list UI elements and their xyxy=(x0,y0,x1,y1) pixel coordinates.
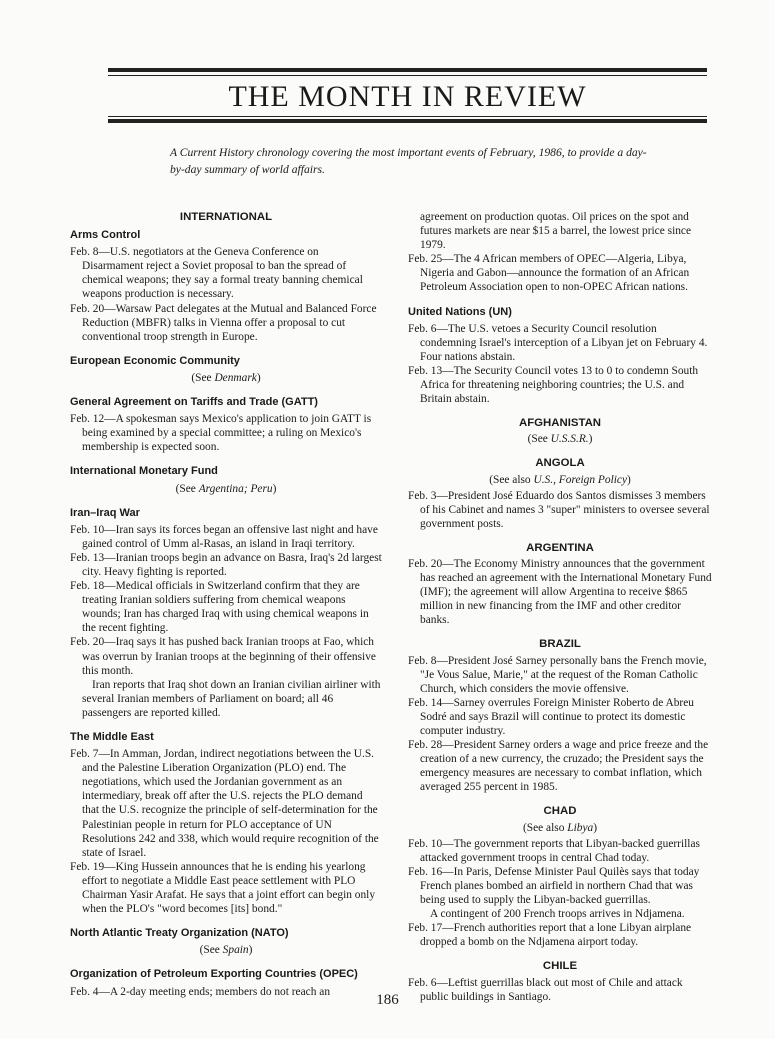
category-arms-control: Arms Control xyxy=(70,229,141,242)
list-item: Feb. 20—Iraq says it has pushed back Iranian troops at Fao, which was overrun by Iranian troops at the beginning of their offensive this month. xyxy=(70,636,376,677)
category-middle-east: The Middle East xyxy=(70,731,154,743)
cross-reference: (See also U.S., Foreign Policy) xyxy=(489,473,631,486)
category-gatt: General Agreement on Tariffs and Trade (GATT) xyxy=(70,396,318,409)
list-item: Feb. 10—The government reports that Libyan-backed guerrillas attacked government troops in central Chad today. xyxy=(408,837,700,864)
page-number: 186 xyxy=(376,992,399,1008)
section-argentina: ARGENTINA xyxy=(526,541,594,554)
list-item: Feb. 7—In Amman, Jordan, indirect negotiations between the U.S. and the Palestine Liberation Organization (PLO) end. The negotiations, which used the Jordanian government as an intermediary, break off after the U.S. rejects the PLO demand that the U.S. recognize the principle of self-determination for the Palestinian people in return for PLO acceptance of UN Resolutions 242 and 338, which would require recognition of the state of Israel. xyxy=(70,748,379,859)
right-column xyxy=(408,210,712,1004)
list-item: Feb. 16—In Paris, Defense Minister Paul Quilès says that today French planes bombed an airfield in northern Chad that was being used to supply the Libyan-backed guerrillas. xyxy=(408,865,700,907)
list-item: Feb. 19—King Hussein announces that he is ending his yearlong effort to negotiate a Middle East peace settlement with PLO Chairman Yasir Arafat. He says that a joint effort can begin only when the PLO's "word becomes [its] bond." xyxy=(70,860,376,916)
bottom-rule-thick xyxy=(108,119,707,123)
list-item: Feb. 6—Leftist guerrillas black out most of Chile and attack public buildings in Santiago. xyxy=(408,976,683,1003)
list-item: Feb. 10—Iran says its forces began an offensive last night and have gained control of Umm al-Rasas, an island in Iraqi territory. xyxy=(70,523,378,550)
category-eec: European Economic Community xyxy=(70,354,240,367)
list-item-continued: A contingent of 200 French troops arrives in Ndjamena. xyxy=(430,908,685,921)
category-iran-iraq: Iran–Iraq War xyxy=(70,506,140,519)
list-item: Feb. 8—U.S. negotiators at the Geneva Conference on Disarmament reject a Soviet proposal to ban the spread of chemical weapons; they say a formal treaty banning chemical weapons production is necessary. xyxy=(70,246,363,301)
section-angola: ANGOLA xyxy=(535,457,585,470)
category-nato: North Atlantic Treaty Organization (NATO) xyxy=(70,927,289,940)
list-item: Feb. 6—The U.S. vetoes a Security Council resolution condemning Israel's interception of a Libyan jet on February 4. Four nations abstain. xyxy=(408,322,708,363)
list-item: Feb. 14—Sarney overrules Foreign Minister Roberto de Abreu Sodré and says Brazil will continue to protect its domestic computer industry. xyxy=(408,696,694,737)
cross-reference: (See Spain) xyxy=(199,944,253,957)
list-item: Feb. 18—Medical officials in Switzerland confirm that they are treating Iranian soldiers suffering from chemical weapons wounds; Iran has charged Iraq with using chemical weapons in the recent fighting. xyxy=(70,580,369,635)
list-item: Feb. 25—The 4 African members of OPEC—Algeria, Libya, Nigeria and Gabon—announce the formation of an African Petroleum Association open to non-OPEC African nations. xyxy=(408,253,690,294)
list-item: Feb. 20—Warsaw Pact delegates at the Mutual and Balanced Force Reduction (MBFR) talks in Vienna offer a proposal to cut conventional troop strength in Europe. xyxy=(70,302,377,343)
list-item: Feb. 17—French authorities report that a lone Libyan airplane dropped a bomb on the Ndjamena airport today. xyxy=(408,922,692,949)
list-item-continued: Iran reports that Iraq shot down an Iranian civilian airliner with several Iranian members of Parliament on board; all 46 passengers are reported killed. xyxy=(82,678,381,719)
top-rule-thin xyxy=(108,75,707,76)
list-item: Feb. 12—A spokesman says Mexico's application to join GATT is being examined by a special committee; a ruling on Mexico's membership is expected soon. xyxy=(70,413,372,454)
cross-reference: (See Argentina; Peru) xyxy=(175,482,277,495)
list-item: Feb. 13—The Security Council votes 13 to 0 to condemn South Africa for threatening neighboring countries; the U.S. and Britain abstain. xyxy=(408,364,699,406)
section-chad: CHAD xyxy=(543,805,577,818)
page-title: THE MONTH IN REVIEW xyxy=(228,80,587,113)
category-opec: Organization of Petroleum Exporting Countries (OPEC) xyxy=(70,968,358,981)
bottom-rule-thin xyxy=(108,116,707,117)
list-item: Feb. 13—Iranian troops begin an advance on Basra, Iraq's 2d largest city. Heavy fighting is reported. xyxy=(70,551,382,578)
cross-reference: (See also Libya) xyxy=(522,821,598,834)
category-imf: International Monetary Fund xyxy=(70,465,218,478)
section-afghanistan: AFGHANISTAN xyxy=(518,417,602,430)
intro-text: A Current History chronology covering the most important events of February, 1986, to provide a day-by-day summary of world affairs. xyxy=(170,146,647,176)
cross-reference: (See Denmark) xyxy=(191,371,261,384)
list-item: Feb. 8—President José Sarney personally bans the French movie, "Je Vous Salue, Marie," at the request of the Roman Catholic Church, which considers the movie offensive. xyxy=(408,654,707,695)
section-international: INTERNATIONAL xyxy=(179,211,273,223)
category-united-nations: United Nations (UN) xyxy=(408,305,512,318)
list-item: Feb. 4—A 2-day meeting ends; members do not reach an xyxy=(70,985,331,998)
top-rule-thick xyxy=(108,68,707,72)
list-item: Feb. 20—The Economy Ministry announces that the government has reached an agreement with the International Monetary Fund (IMF); the agreement will allow Argentina to receive $865 million in new financing from the IMF and other creditor banks. xyxy=(408,557,712,627)
left-column xyxy=(70,210,382,999)
section-chile: CHILE xyxy=(542,960,578,973)
list-item: Feb. 3—President José Eduardo dos Santos dismisses 3 members of his Cabinet and names 3 "super" ministers to oversee several government posts. xyxy=(408,489,710,530)
section-brazil: BRAZIL xyxy=(539,638,581,651)
cross-reference: (See U.S.S.R.) xyxy=(527,433,593,446)
list-item: Feb. 28—President Sarney orders a wage and price freeze and the creation of a new currency, the cruzado; the President says the emergency measures are necessary to combat inflation, which averaged 255 percent in 1985. xyxy=(408,739,709,794)
list-item-continued: agreement on production quotas. Oil prices on the spot and futures markets are near $15 a barrel, the lowest price since 1979. xyxy=(420,211,692,252)
